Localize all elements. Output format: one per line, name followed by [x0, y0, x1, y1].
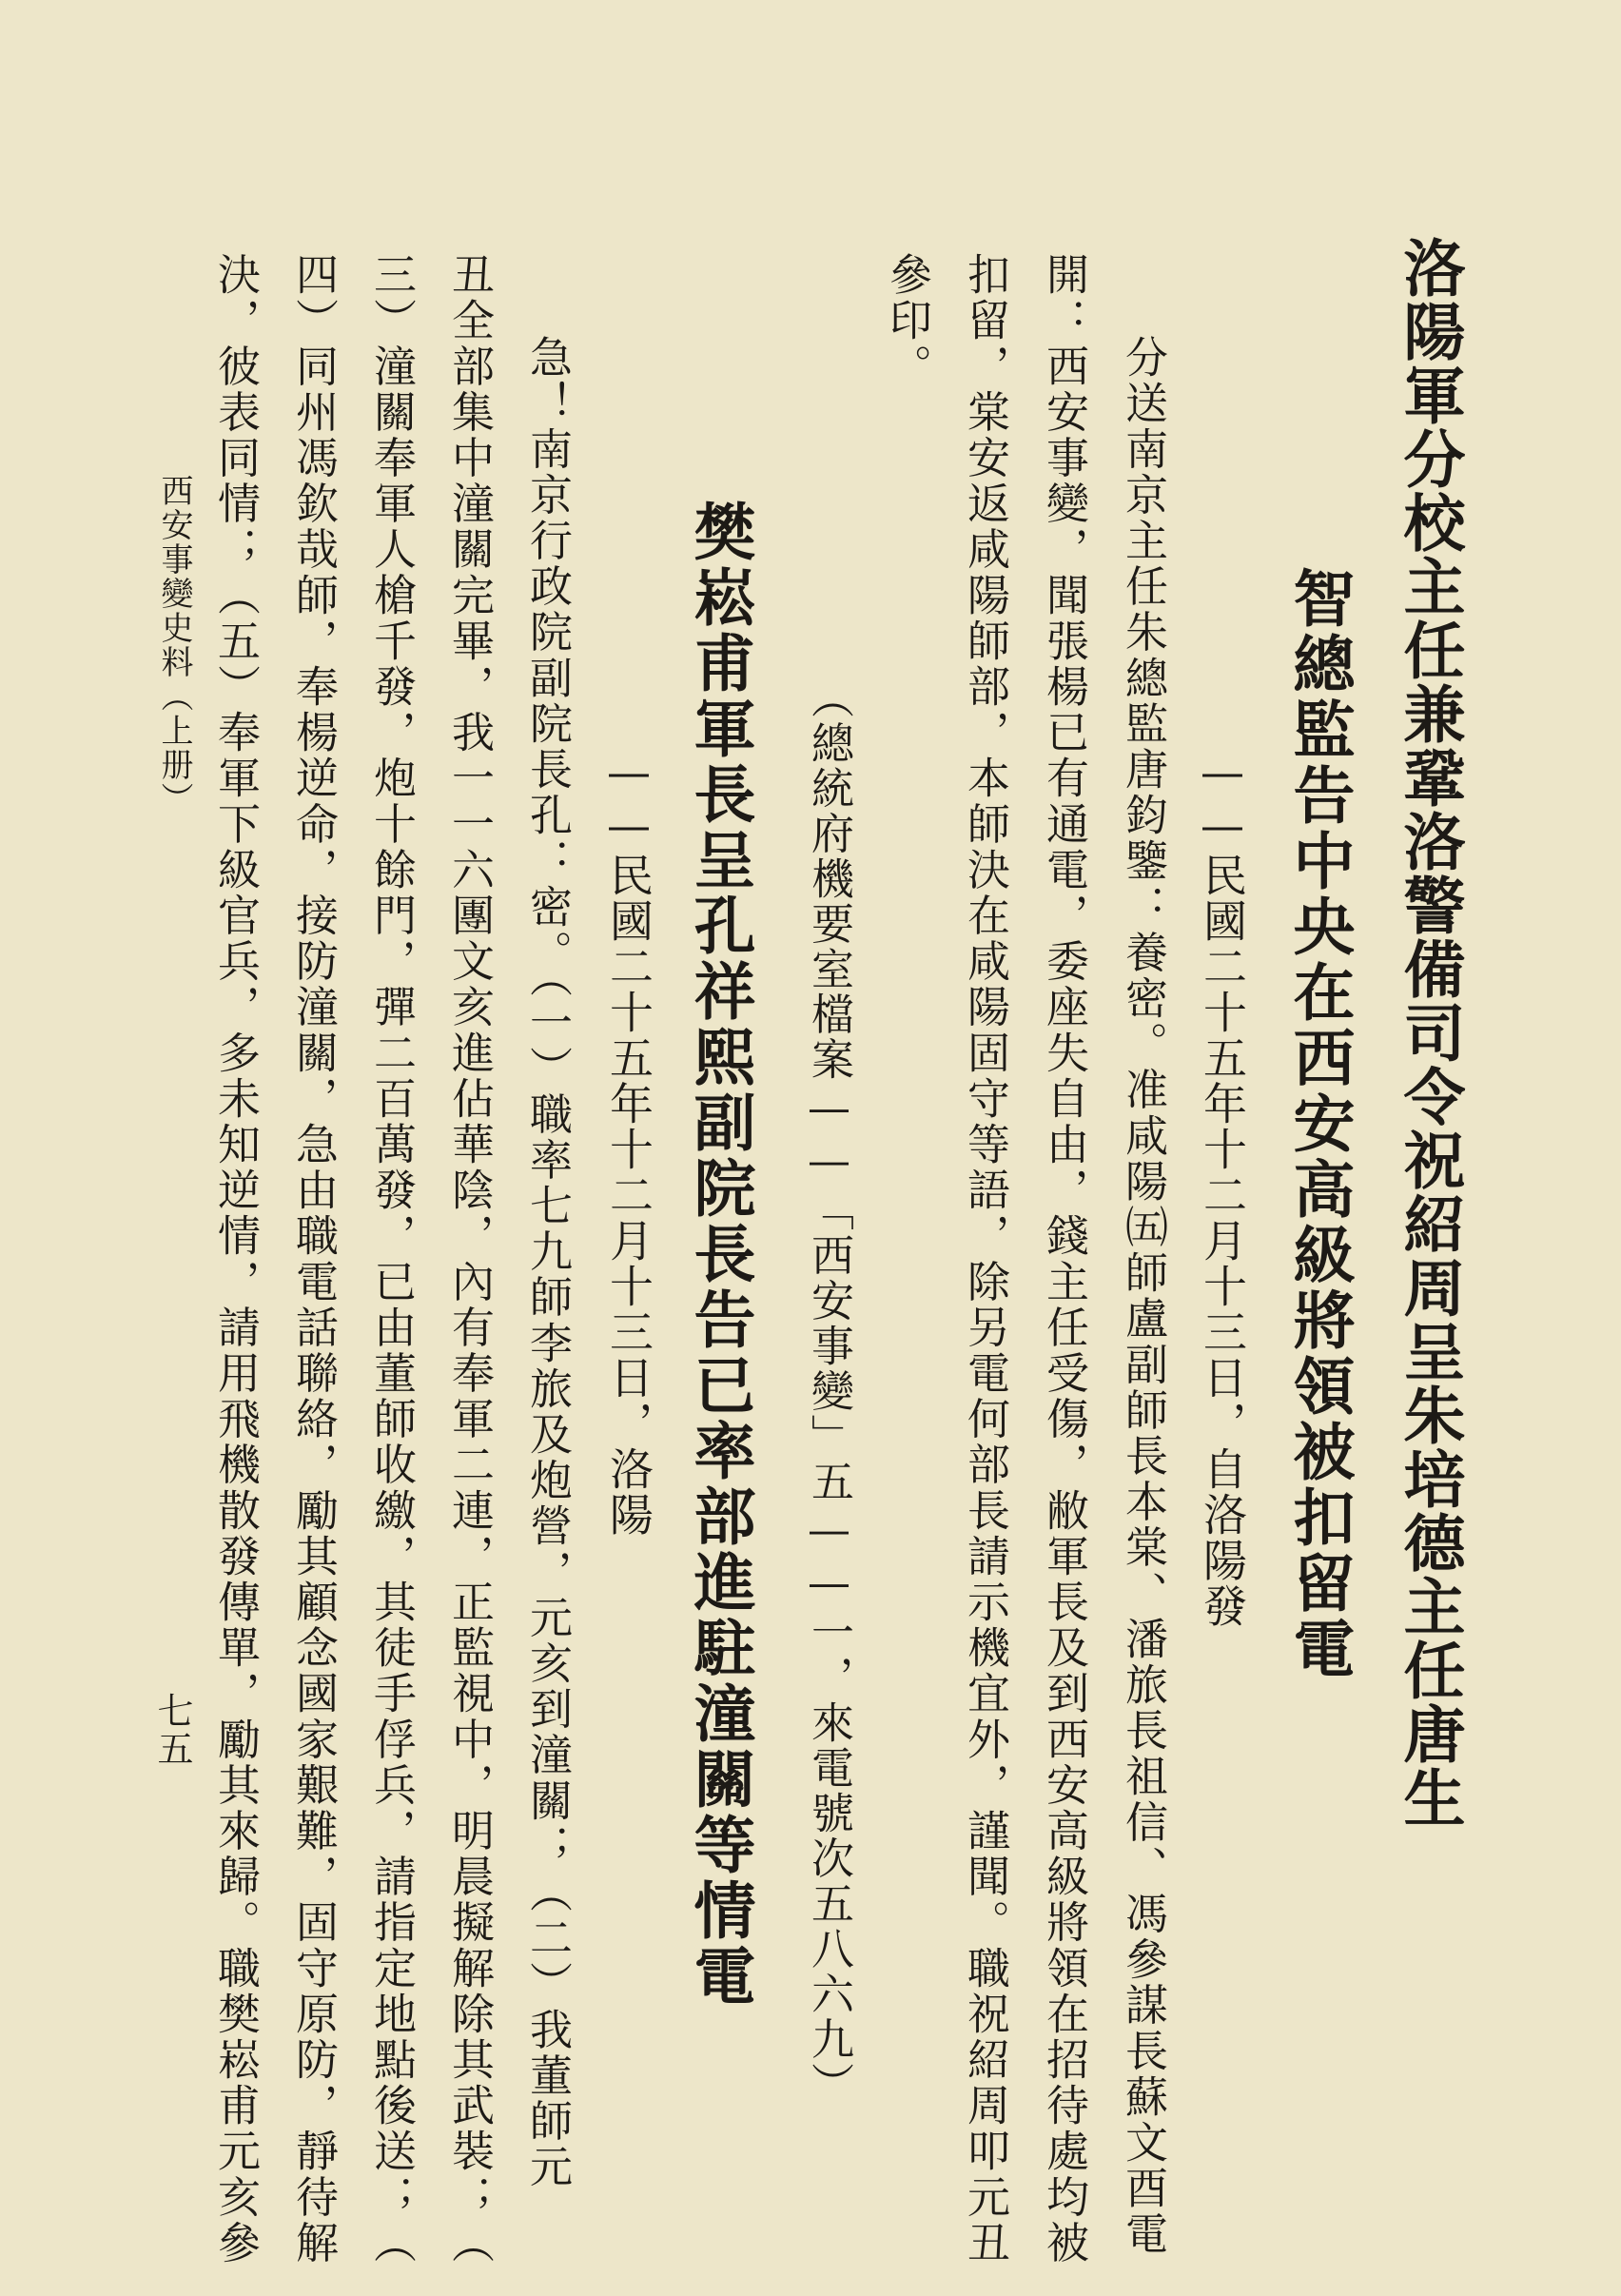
- doc1-body-line-4: 參印。: [882, 252, 932, 390]
- doc2-body-line-3: 三）潼關奉軍人槍千發，炮十餘門，彈二百萬發，已由董師收繳，其徒手俘兵，請指定地點後送；（: [366, 252, 417, 2267]
- doc1-title-line-2: 智總監告中央在西安高級將領被扣留電: [1282, 566, 1355, 1682]
- doc1-source: （總統府機要室檔案——「西安事變」五——一，來電號次五八六九）: [804, 676, 854, 2108]
- page-number: 七五: [151, 1692, 193, 1768]
- doc1-dateline: ——民國二十五年十二月十三日，自洛陽發: [1197, 746, 1248, 1629]
- doc1-body-line-1: 分送南京主任朱總監唐鈞鑒：養密。准咸陽㈤師盧副師長本棠、潘旅長祖信、馮參謀長蘇文酉電: [1118, 335, 1168, 2258]
- doc1-body-line-2: 開：西安事變，聞張楊已有通電，委座失自由，錢主任受傷，敝軍長及到西安高級將領在招待處均被: [1039, 252, 1089, 2267]
- doc1-body-line-3: 扣留，棠安返咸陽師部，本師決在咸陽固守等語，除另電何部長請示機宜外，謹聞。職祝紹周叩元丑: [960, 252, 1010, 2267]
- doc2-dateline: ——民國二十五年十二月十三日，洛陽: [603, 746, 654, 1538]
- doc2-body-line-2: 丑全部集中潼關完畢，我一一六團文亥進佔華陰，內有奉軍二連，正監視中，明晨擬解除其武裝；（: [444, 252, 495, 2267]
- doc2-body-line-4: 四）同州馮欽哉師，奉楊逆命，接防潼關，急由職電話聯絡，勵其顧念國家艱難，固守原防，靜待解: [288, 252, 339, 2267]
- running-footer-title: 西安事變史料（上册）: [155, 474, 193, 816]
- doc1-title-line-1: 洛陽軍分校主任兼鞏洛警備司令祝紹周呈朱培德主任唐生: [1393, 236, 1465, 1830]
- doc2-body-line-1: 急！南京行政院副院長孔：密。（一）職率七九師李旅及炮營，元亥到潼關；（二）我董師元: [522, 335, 573, 2190]
- doc2-body-line-5: 決，彼表同情；（五）奉軍下級官兵，多未知逆情，請用飛機散發傳單，勵其來歸。職樊崧甫元亥參: [210, 252, 261, 2267]
- doc2-title: 樊崧甫軍長呈孔祥熙副院長告已率部進駐潼關等情電: [683, 500, 755, 2010]
